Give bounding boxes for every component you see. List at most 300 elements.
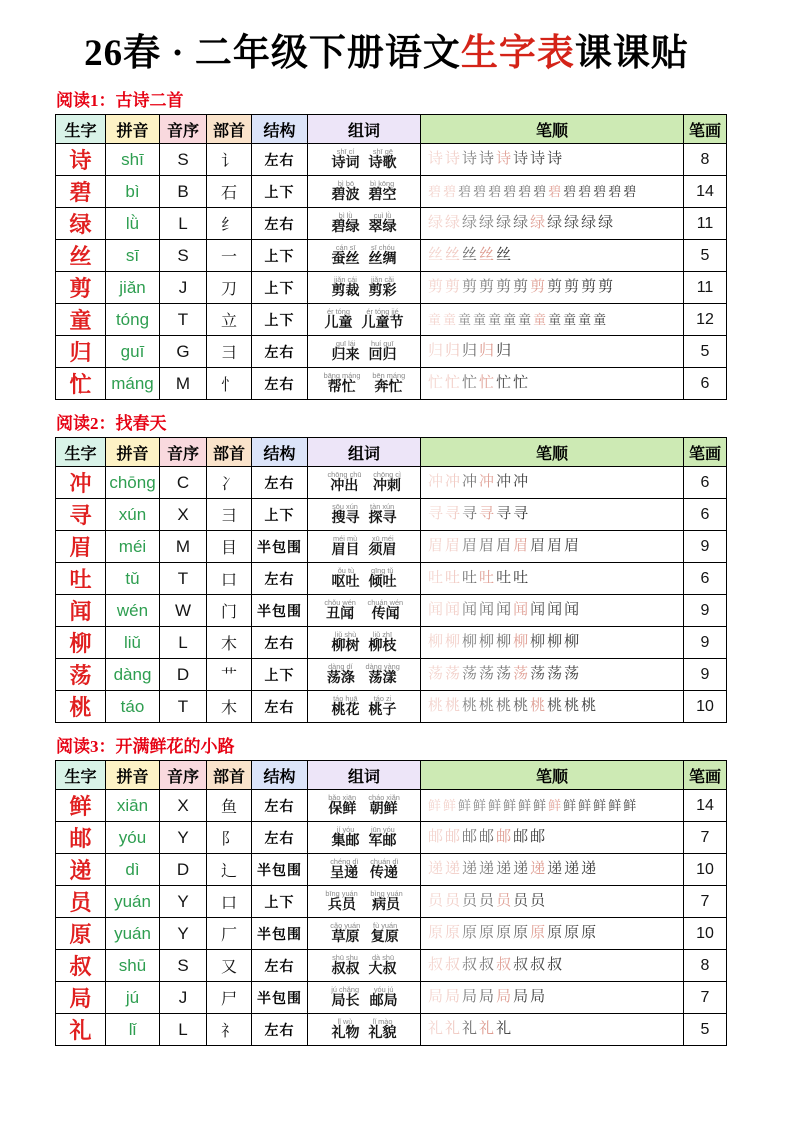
word-pairs	[308, 276, 420, 299]
table-row	[56, 595, 727, 627]
character-cell: 叔	[56, 950, 106, 982]
word-text: 剪彩	[368, 284, 397, 299]
words-cell	[308, 918, 421, 950]
word-pair	[332, 276, 360, 299]
word-pairs	[308, 567, 420, 590]
stroke-step: 眉	[445, 538, 461, 554]
stroke-step: 柳	[513, 634, 529, 650]
words-cell	[308, 176, 421, 208]
table-row	[56, 918, 727, 950]
structure-cell: 上下	[252, 659, 308, 691]
word-text: 传递	[369, 866, 398, 881]
stroke-step: 绿	[479, 215, 495, 231]
word-text: 兵员	[327, 898, 356, 913]
pinyin-cell: jú	[106, 982, 160, 1014]
character-cell: 诗	[56, 144, 106, 176]
stroke-step: 眉	[530, 538, 546, 554]
stroke-step: 桃	[547, 698, 563, 714]
word-pairs	[308, 308, 420, 331]
column-header: 笔画	[684, 115, 727, 144]
word-pinyin: chōng chū	[327, 470, 362, 479]
stroke-step: 童	[488, 312, 502, 327]
pinyin-cell: dì	[106, 854, 160, 886]
stroke-count-cell: 5	[684, 336, 727, 368]
word-text: 回归	[368, 348, 397, 363]
initial-cell: X	[160, 790, 207, 822]
word-text: 冲出	[330, 479, 359, 494]
word-text: 邮局	[369, 994, 398, 1009]
character-cell: 丝	[56, 240, 106, 272]
stroke-step: 叔	[547, 957, 563, 973]
word-pair	[327, 794, 357, 817]
character-cell: 剪	[56, 272, 106, 304]
stroke-order-cell	[421, 918, 684, 950]
word-pair	[329, 922, 361, 945]
stroke-count-cell: 6	[684, 499, 727, 531]
stroke-step: 闻	[530, 602, 546, 618]
word-text: 保鲜	[328, 802, 357, 817]
stroke-order-sequence	[421, 635, 683, 650]
stroke-step: 丝	[462, 247, 478, 263]
word-pinyin: bīng yuán	[325, 889, 359, 898]
stroke-step: 归	[445, 343, 461, 359]
table-row	[56, 240, 727, 272]
word-pair	[369, 567, 397, 590]
stroke-step: 递	[564, 861, 580, 877]
initial-cell: B	[160, 176, 207, 208]
radical-cell: 阝	[207, 822, 252, 854]
word-pinyin: liǔ zhī	[372, 630, 393, 639]
stroke-step: 邮	[479, 829, 495, 845]
structure-cell: 左右	[252, 790, 308, 822]
stroke-order-sequence	[421, 344, 683, 359]
word-pair	[323, 599, 357, 622]
word-pairs	[308, 340, 420, 363]
stroke-step: 忙	[428, 375, 444, 391]
initial-cell: T	[160, 563, 207, 595]
stroke-step: 诗	[496, 151, 512, 167]
character-cell: 邮	[56, 822, 106, 854]
pinyin-cell: sī	[106, 240, 160, 272]
stroke-order-cell	[421, 176, 684, 208]
stroke-order-cell	[421, 144, 684, 176]
radical-cell: 石	[207, 176, 252, 208]
word-pairs	[308, 471, 420, 494]
word-pair	[326, 471, 363, 494]
words-cell	[308, 336, 421, 368]
stroke-step: 邮	[445, 829, 461, 845]
stroke-step: 忙	[445, 375, 461, 391]
character-cell: 原	[56, 918, 106, 950]
pinyin-cell: chōng	[106, 467, 160, 499]
stroke-order-sequence	[421, 313, 683, 326]
stroke-step: 员	[479, 893, 495, 909]
word-pairs	[308, 890, 420, 913]
stroke-step: 鲜	[443, 798, 457, 813]
structure-cell: 半包围	[252, 854, 308, 886]
stroke-step: 荡	[496, 666, 512, 682]
stroke-order-cell	[421, 822, 684, 854]
stroke-step: 递	[496, 861, 512, 877]
word-pair	[369, 503, 397, 526]
stroke-step: 童	[563, 312, 577, 327]
stroke-order-sequence	[421, 280, 683, 295]
word-pair	[324, 890, 359, 913]
stroke-count-cell: 10	[684, 918, 727, 950]
stroke-step: 冲	[513, 474, 529, 490]
word-pinyin: bǎo xiān	[328, 793, 357, 802]
initial-cell: S	[160, 240, 207, 272]
header-row	[56, 438, 727, 467]
stroke-count-cell: 7	[684, 886, 727, 918]
stroke-step: 桃	[462, 698, 478, 714]
word-pairs	[308, 372, 420, 395]
stroke-step: 鲜	[533, 798, 547, 813]
word-pinyin: bì kōng	[370, 179, 395, 188]
word-pinyin: ér tóng	[327, 307, 350, 316]
stroke-step: 原	[530, 925, 546, 941]
word-pinyin: jú chǎng	[331, 985, 360, 994]
word-pinyin: jūn yóu	[370, 825, 395, 834]
stroke-step: 局	[513, 989, 529, 1005]
word-pair	[369, 244, 397, 267]
initial-cell: G	[160, 336, 207, 368]
column-header: 组词	[308, 761, 421, 790]
initial-cell: W	[160, 595, 207, 627]
word-pinyin: cán sī	[335, 243, 356, 252]
word-pinyin: jí yóu	[336, 825, 355, 834]
stroke-step: 柳	[445, 634, 461, 650]
stroke-step: 寻	[462, 506, 478, 522]
stroke-step: 叔	[513, 957, 529, 973]
table-row	[56, 499, 727, 531]
column-header: 音序	[160, 115, 207, 144]
stroke-step: 鲜	[488, 798, 502, 813]
section-label-3: 阅读3：开满鲜花的小路	[56, 737, 235, 756]
stroke-step: 递	[479, 861, 495, 877]
stroke-order-sequence	[421, 799, 683, 812]
word-pairs	[308, 954, 420, 977]
word-pair	[332, 695, 360, 718]
table-row	[56, 790, 727, 822]
word-pair	[332, 212, 360, 235]
word-text: 诗词	[331, 156, 360, 171]
pinyin-cell: táo	[106, 691, 160, 723]
stroke-count-cell: 10	[684, 854, 727, 886]
stroke-step: 碧	[608, 184, 622, 199]
stroke-order-sequence	[421, 990, 683, 1005]
word-pinyin: fù yuán	[372, 921, 397, 930]
word-pair	[322, 372, 362, 395]
stroke-step: 碧	[428, 184, 442, 199]
word-pair	[369, 954, 397, 977]
stroke-order-sequence	[421, 376, 683, 391]
stroke-step: 绿	[513, 215, 529, 231]
initial-cell: L	[160, 208, 207, 240]
stroke-step: 局	[496, 989, 512, 1005]
pinyin-cell: xiān	[106, 790, 160, 822]
word-text: 探寻	[368, 511, 397, 526]
stroke-step: 鲜	[458, 798, 472, 813]
word-pinyin: táo huā	[333, 694, 358, 703]
words-cell	[308, 467, 421, 499]
word-pairs	[308, 794, 420, 817]
stroke-step: 归	[496, 343, 512, 359]
stroke-step: 荡	[547, 666, 563, 682]
stroke-step: 童	[518, 312, 532, 327]
stroke-step: 原	[564, 925, 580, 941]
stroke-count-cell: 8	[684, 950, 727, 982]
stroke-step: 童	[473, 312, 487, 327]
radical-cell: 一	[207, 240, 252, 272]
initial-cell: Y	[160, 822, 207, 854]
initial-cell: J	[160, 272, 207, 304]
stroke-step: 碧	[578, 184, 592, 199]
word-text: 礼物	[331, 1026, 360, 1041]
word-pinyin: dà shū	[371, 953, 394, 962]
table-row	[56, 336, 727, 368]
stroke-count-cell: 14	[684, 790, 727, 822]
word-pinyin: shī cí	[336, 147, 355, 156]
stroke-step: 递	[462, 861, 478, 877]
structure-cell: 上下	[252, 272, 308, 304]
column-header: 笔顺	[421, 761, 684, 790]
character-cell: 归	[56, 336, 106, 368]
stroke-step: 诗	[530, 151, 546, 167]
word-pair	[369, 148, 397, 171]
stroke-step: 诗	[513, 151, 529, 167]
stroke-step: 忙	[496, 375, 512, 391]
stroke-step: 眉	[496, 538, 512, 554]
word-pinyin: jiǎn cái	[334, 275, 357, 284]
column-header: 拼音	[106, 761, 160, 790]
word-text: 丝绸	[368, 252, 397, 267]
stroke-step: 邮	[496, 829, 512, 845]
stroke-step: 闻	[547, 602, 563, 618]
stroke-order-sequence	[421, 216, 683, 231]
word-pair	[369, 212, 397, 235]
header-row	[56, 115, 727, 144]
word-pairs	[308, 858, 420, 881]
pinyin-cell: liǔ	[106, 627, 160, 659]
stroke-step: 叔	[428, 957, 444, 973]
word-pair	[369, 276, 397, 299]
stroke-step: 递	[547, 861, 563, 877]
word-pair	[369, 695, 397, 718]
word-pinyin: guī lái	[335, 339, 356, 348]
word-text: 局长	[331, 994, 360, 1009]
character-cell: 礼	[56, 1014, 106, 1046]
structure-cell: 左右	[252, 144, 308, 176]
stroke-step: 剪	[479, 279, 495, 295]
column-header: 笔画	[684, 438, 727, 467]
stroke-step: 碧	[548, 184, 562, 199]
column-header: 结构	[252, 438, 308, 467]
word-pinyin: cháo xiǎn	[367, 793, 400, 802]
word-text: 荡涤	[326, 671, 355, 686]
stroke-step: 鲜	[548, 798, 562, 813]
stroke-order-sequence	[421, 894, 683, 909]
word-pinyin: xū méi	[371, 534, 394, 543]
word-text: 碧波	[331, 188, 360, 203]
radical-cell: 鱼	[207, 790, 252, 822]
stroke-step: 寻	[479, 506, 495, 522]
stroke-order-sequence	[421, 830, 683, 845]
word-pair	[371, 922, 399, 945]
stroke-step: 碧	[518, 184, 532, 199]
word-pairs	[308, 986, 420, 1009]
stroke-step: 冲	[462, 474, 478, 490]
word-pairs	[308, 826, 420, 849]
word-text: 儿童	[324, 316, 353, 331]
word-text: 呈递	[330, 866, 359, 881]
word-text: 倾吐	[368, 575, 397, 590]
word-pair	[371, 372, 407, 395]
stroke-step: 叔	[479, 957, 495, 973]
structure-cell: 左右	[252, 822, 308, 854]
word-text: 荡漾	[368, 671, 397, 686]
stroke-step: 礼	[496, 1021, 512, 1037]
stroke-step: 绿	[496, 215, 512, 231]
stroke-step: 柳	[564, 634, 580, 650]
words-cell	[308, 822, 421, 854]
word-text: 诗歌	[368, 156, 397, 171]
structure-cell: 上下	[252, 499, 308, 531]
stroke-step: 鲜	[578, 798, 592, 813]
word-pinyin: qīng tǔ	[371, 566, 394, 575]
stroke-step: 吐	[428, 570, 444, 586]
word-pinyin: bì lǜ	[338, 211, 353, 220]
stroke-step: 绿	[428, 215, 444, 231]
word-pair	[332, 826, 360, 849]
character-cell: 桃	[56, 691, 106, 723]
stroke-step: 员	[513, 893, 529, 909]
stroke-order-sequence	[421, 571, 683, 586]
initial-cell: S	[160, 144, 207, 176]
stroke-step: 邮	[428, 829, 444, 845]
stroke-order-cell	[421, 531, 684, 563]
stroke-count-cell: 11	[684, 208, 727, 240]
pinyin-cell: xún	[106, 499, 160, 531]
words-cell	[308, 563, 421, 595]
stroke-step: 丝	[479, 247, 495, 263]
stroke-step: 剪	[530, 279, 546, 295]
radical-cell: 口	[207, 563, 252, 595]
stroke-step: 员	[445, 893, 461, 909]
stroke-step: 闻	[513, 602, 529, 618]
character-cell: 童	[56, 304, 106, 336]
table-row	[56, 691, 727, 723]
words-cell	[308, 1014, 421, 1046]
stroke-step: 童	[458, 312, 472, 327]
vocab-table-2	[55, 437, 727, 723]
stroke-step: 原	[547, 925, 563, 941]
stroke-order-cell	[421, 982, 684, 1014]
page-title	[55, 22, 718, 76]
stroke-step: 桃	[445, 698, 461, 714]
stroke-step: 寻	[428, 506, 444, 522]
stroke-order-cell	[421, 563, 684, 595]
words-cell	[308, 304, 421, 336]
stroke-step: 碧	[563, 184, 577, 199]
stroke-step: 童	[443, 312, 457, 327]
word-pinyin: chǒu wén	[324, 598, 356, 607]
words-cell	[308, 240, 421, 272]
radical-cell: 木	[207, 627, 252, 659]
word-pair	[332, 535, 360, 558]
stroke-step: 冲	[428, 474, 444, 490]
word-text: 礼貌	[368, 1026, 397, 1041]
word-pinyin: méi mù	[333, 534, 358, 543]
table-row	[56, 272, 727, 304]
table-row	[56, 982, 727, 1014]
stroke-step: 归	[428, 343, 444, 359]
word-text: 碧绿	[331, 220, 360, 235]
stroke-step: 原	[513, 925, 529, 941]
stroke-order-sequence	[421, 862, 683, 877]
stroke-step: 递	[581, 861, 597, 877]
stroke-step: 剪	[598, 279, 614, 295]
word-pair	[366, 599, 405, 622]
character-cell: 冲	[56, 467, 106, 499]
stroke-step: 原	[581, 925, 597, 941]
words-cell	[308, 368, 421, 400]
stroke-count-cell: 5	[684, 1014, 727, 1046]
radical-cell: 艹	[207, 659, 252, 691]
word-text: 碧空	[368, 188, 397, 203]
stroke-step: 柳	[530, 634, 546, 650]
word-text: 复原	[370, 930, 399, 945]
column-header: 笔顺	[421, 115, 684, 144]
stroke-step: 眉	[564, 538, 580, 554]
stroke-step: 绿	[581, 215, 597, 231]
stroke-step: 桃	[479, 698, 495, 714]
word-text: 桃子	[368, 703, 397, 718]
stroke-step: 碧	[533, 184, 547, 199]
table-row	[56, 950, 727, 982]
word-pair	[332, 244, 360, 267]
word-pinyin: huí guī	[371, 339, 394, 348]
stroke-step: 童	[428, 312, 442, 327]
character-cell: 寻	[56, 499, 106, 531]
stroke-step: 丝	[445, 247, 461, 263]
word-pinyin: chōng cì	[373, 470, 401, 479]
word-pinyin: bāng máng	[323, 371, 361, 380]
stroke-step: 递	[428, 861, 444, 877]
stroke-count-cell: 5	[684, 240, 727, 272]
column-header: 笔画	[684, 761, 727, 790]
word-pair	[369, 1018, 397, 1041]
initial-cell: D	[160, 659, 207, 691]
word-pinyin: chuán wén	[367, 598, 404, 607]
stroke-order-sequence	[421, 1022, 683, 1037]
initial-cell: M	[160, 368, 207, 400]
stroke-step: 眉	[547, 538, 563, 554]
stroke-step: 吐	[445, 570, 461, 586]
stroke-step: 绿	[462, 215, 478, 231]
stroke-step: 柳	[462, 634, 478, 650]
word-pinyin: dàng yàng	[365, 662, 400, 671]
stroke-step: 叔	[445, 957, 461, 973]
stroke-step: 绿	[445, 215, 461, 231]
stroke-step: 诗	[479, 151, 495, 167]
radical-cell: 忄	[207, 368, 252, 400]
stroke-step: 叔	[530, 957, 546, 973]
stroke-step: 递	[530, 861, 546, 877]
radical-cell: 纟	[207, 208, 252, 240]
stroke-step: 碧	[458, 184, 472, 199]
stroke-order-cell	[421, 659, 684, 691]
